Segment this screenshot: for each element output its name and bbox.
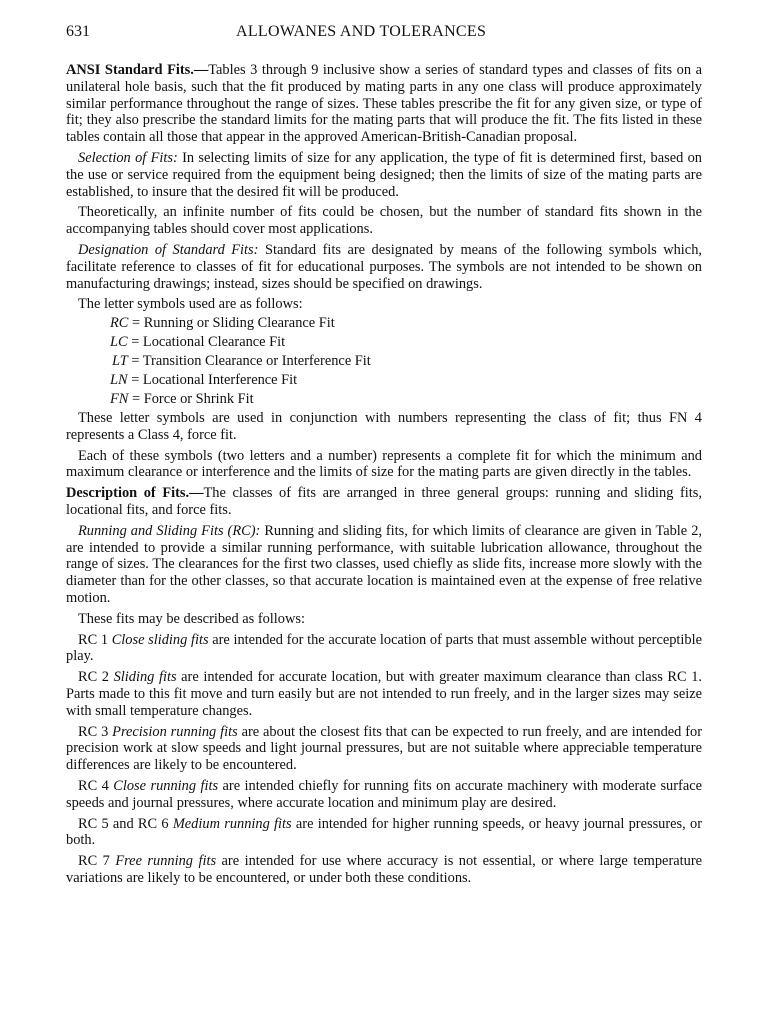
paragraph-designation: [66, 242, 702, 292]
symbol-list: [66, 315, 702, 408]
section-heading: Description of Fits.—: [66, 485, 204, 502]
paragraph-rc5-rc6: [66, 816, 702, 850]
symbol-item: [66, 391, 702, 408]
subsection-heading: Designation of Standard Fits:: [78, 241, 259, 258]
page-number: 631: [66, 23, 90, 40]
running-title: ALLOWANES AND TOLERANCES: [236, 23, 487, 40]
fit-name: Sliding fits: [113, 669, 177, 686]
paragraph-text: Running and sliding fits, for which limits of clearance are given in Table 2, are intended to provide a similar running performance, with suitable lubrication allowance, throughout the range of sizes. The clearances for the first two classes, used chiefly as slide fits, increase more slowly with the diameter than for the other classes, so that accurate location is maintained even at the expense of free relative motion.: [66, 522, 702, 607]
fit-name: Close running fits: [113, 778, 219, 795]
paragraph-text: Standard fits are designated by means of the following symbols which, facilitate reference to classes of fit for educational purposes. The symbols are not intended to be shown on manufacturing drawings; instead, sizes should be specified on drawings.: [66, 241, 702, 292]
paragraph-text: are intended for accurate location, but with greater maximum clearance than class RC 1. Parts made to this fit move and turn easily but are not intended to run freely, and in the larger sizes may seize with small temperature changes.: [66, 669, 702, 719]
symbol-description: = Locational Clearance Fit: [127, 334, 286, 351]
paragraph-conjunction: These letter symbols are used in conjunction with numbers representing the class of fit; thus FN 4 represents a Class 4, force fit.: [66, 410, 702, 443]
paragraph-rc2: [66, 669, 702, 719]
class-prefix: RC 4: [78, 778, 114, 795]
paragraph-theoretically: Theoretically, an infinite number of fits could be chosen, but the number of standard fits shown in the accompanying tables should cover most applications.: [66, 204, 702, 238]
paragraph-ansi-standard-fits: [66, 62, 702, 146]
fit-name: Free running fits: [115, 853, 217, 870]
class-prefix: RC 5 and RC 6: [78, 815, 173, 832]
section-heading: ANSI Standard Fits.—: [66, 62, 209, 78]
fit-name: Precision running fits: [112, 723, 238, 740]
symbol-description: = Transition Clearance or Interference Fit: [127, 353, 371, 370]
paragraph-rc4: [66, 778, 702, 812]
page-body: [66, 62, 702, 891]
symbol-item: [66, 334, 702, 351]
paragraph-text: The classes of fits are arranged in three general groups: running and sliding fits, locational fits, and force fits.: [66, 485, 703, 519]
symbol-description: = Force or Shrink Fit: [128, 391, 254, 408]
class-prefix: RC 7: [78, 853, 116, 870]
symbol-code: LN: [110, 372, 128, 389]
paragraph-text: are intended chiefly for running fits on accurate machinery with moderate surface speeds and journal pressures, where accurate location and minimum play are desired.: [66, 778, 702, 811]
page-header: [66, 24, 702, 44]
symbol-code: FN: [110, 391, 129, 408]
symbol-code: LT: [112, 353, 128, 370]
paragraph-letter-intro: The letter symbols used are as follows:: [78, 296, 303, 313]
paragraph-selection-of-fits: [66, 150, 702, 200]
paragraph-described: These fits may be described as follows:: [78, 610, 305, 627]
fit-name: Close sliding fits: [111, 631, 209, 648]
paragraph-text: are intended for the accurate location of parts that must assemble without perceptible play.: [66, 631, 702, 665]
paragraph-text: are intended for higher running speeds, or heavy journal pressures, or both.: [66, 815, 702, 849]
paragraph-text: In selecting limits of size for any application, the type of fit is determined first, based on the use or service required from the equipment being designed; then the limits of size of the mating parts are established, to insure that the desired fit will be produced.: [66, 149, 702, 200]
fit-name: Medium running fits: [172, 815, 292, 832]
class-prefix: RC 2: [78, 669, 114, 686]
paragraph-each-symbol: Each of these symbols (two letters and a number) represents a complete fit for which the minimum and maximum clearance or interference and the limits of size for the mating parts are given directly in the tables.: [66, 447, 702, 481]
paragraph-rc1: [66, 632, 702, 666]
subsection-heading: Selection of Fits:: [78, 149, 178, 166]
paragraph-text: are about the closest fits that can be expected to run freely, and are intended for precision work at slow speeds and light journal pressures, but are not suitable where appreciable temperature differences are likely to be encountered.: [66, 723, 703, 774]
symbol-item: [66, 315, 702, 332]
paragraph-description-of-fits: [66, 485, 702, 519]
subsection-heading: Running and Sliding Fits (RC):: [78, 522, 261, 539]
symbol-code: RC: [110, 315, 129, 332]
symbol-item: [66, 372, 702, 389]
symbol-description: = Running or Sliding Clearance Fit: [128, 315, 335, 332]
paragraph-rc3: [66, 724, 702, 774]
paragraph-text: Tables 3 through 9 inclusive show a series of standard types and classes of fits on a unilateral hole basis, such that the fit produced by mating parts in any one class will produce approximately similar performance throughout the range of sizes. These tables prescribe the fit for any given size, or type of fit; they also prescribe the standard limits for the mating parts that will produce the fit. The fits listed in these tables contain all those that appear in the approved American-British-Canadian proposal.: [66, 62, 702, 146]
symbol-code: LC: [110, 334, 128, 351]
symbol-description: = Locational Interference Fit: [127, 372, 298, 389]
class-prefix: RC 1: [78, 631, 112, 648]
class-prefix: RC 3: [78, 723, 113, 740]
paragraph-running-sliding-fits: [66, 523, 702, 607]
paragraph-text: are intended for use where accuracy is not essential, or where large temperature variations are likely to be encountered, or under both these conditions.: [66, 853, 702, 886]
paragraph-rc7: [66, 853, 702, 887]
symbol-item: [66, 353, 702, 370]
